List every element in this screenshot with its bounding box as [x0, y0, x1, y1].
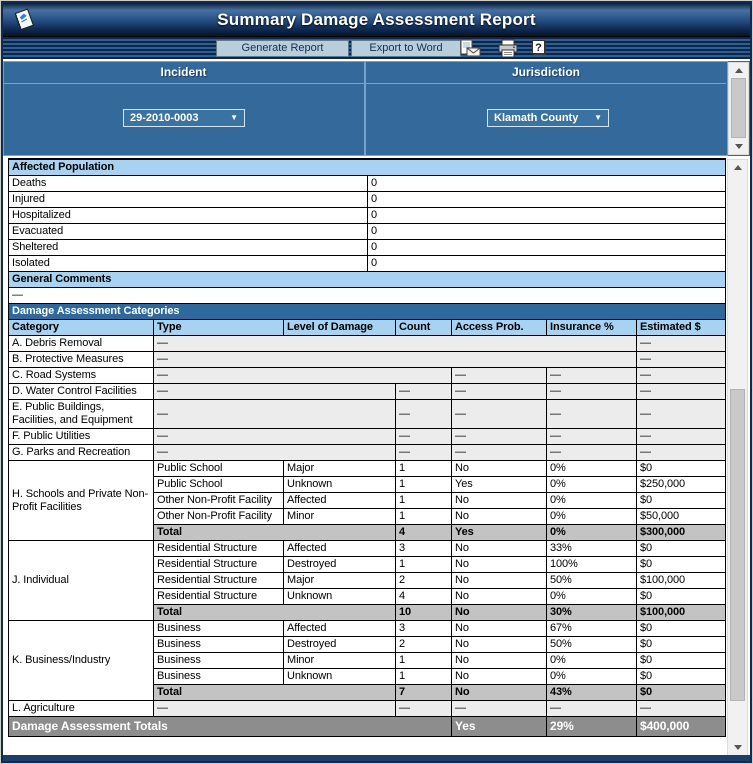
table-cell: 0%: [547, 653, 637, 669]
table-cell: —: [637, 384, 726, 400]
categories-colhead-row: [9, 320, 726, 336]
population-label: Deaths: [9, 176, 368, 192]
table-cell: Public School: [154, 477, 284, 493]
table-cell: —: [154, 429, 396, 445]
table-cell: No: [452, 653, 547, 669]
table-cell: $250,000: [637, 477, 726, 493]
categories-header-row: [9, 304, 726, 320]
table-cell: F. Public Utilities: [9, 429, 154, 445]
help-icon[interactable]: [531, 39, 548, 58]
table-cell: —: [396, 429, 452, 445]
table-cell: —: [154, 445, 396, 461]
table-cell: —: [452, 429, 547, 445]
table-cell: Yes: [452, 717, 547, 737]
column-header: Count: [396, 320, 452, 336]
table-cell: —: [396, 701, 452, 717]
panel-scrollbar-thumb[interactable]: [731, 78, 746, 138]
table-cell: 0%: [547, 669, 637, 685]
column-header: Access Prob.: [452, 320, 547, 336]
table-cell: 7: [396, 685, 452, 701]
table-cell: —: [452, 384, 547, 400]
table-cell: —: [637, 352, 726, 368]
table-cell: —: [452, 368, 547, 384]
table-cell: 67%: [547, 621, 637, 637]
table-cell: —: [637, 336, 726, 352]
table-cell: No: [452, 493, 547, 509]
table-row: [9, 541, 726, 557]
table-cell: Residential Structure: [154, 557, 284, 573]
table-cell: Other Non-Profit Facility: [154, 509, 284, 525]
report-area: [3, 156, 750, 761]
table-row: [9, 400, 726, 429]
table-row: [9, 256, 726, 272]
table-cell: Major: [284, 461, 396, 477]
table-cell: 100%: [547, 557, 637, 573]
table-cell: —: [154, 384, 396, 400]
table-cell: Yes: [452, 525, 547, 541]
table-cell: Business: [154, 637, 284, 653]
table-cell: B. Protective Measures: [9, 352, 154, 368]
general-comments-header: General Comments: [9, 272, 726, 288]
export-to-word-button[interactable]: Export to Word: [351, 40, 461, 57]
table-cell: L. Agriculture: [9, 701, 154, 717]
title-bar: [3, 3, 750, 37]
table-cell: —: [452, 445, 547, 461]
table-cell: 3: [396, 541, 452, 557]
table-cell: No: [452, 589, 547, 605]
categories-table: [8, 303, 726, 737]
section-header-row: [9, 272, 726, 288]
table-cell: $0: [637, 541, 726, 557]
table-cell: —: [452, 701, 547, 717]
table-cell: —: [396, 384, 452, 400]
table-cell: Yes: [452, 477, 547, 493]
table-cell: —: [452, 400, 547, 429]
table-cell: Minor: [284, 509, 396, 525]
table-cell: 0%: [547, 461, 637, 477]
table-cell: 0%: [547, 509, 637, 525]
table-cell: 0%: [547, 525, 637, 541]
table-cell: Destroyed: [284, 637, 396, 653]
table-cell: $0: [637, 461, 726, 477]
table-cell: $0: [637, 557, 726, 573]
column-header: Category: [9, 320, 154, 336]
report-scrollbar[interactable]: [727, 159, 748, 756]
table-cell: H. Schools and Private Non-Profit Facilities: [9, 461, 154, 541]
scroll-up-arrow-icon[interactable]: [728, 161, 747, 174]
table-cell: $0: [637, 637, 726, 653]
table-cell: Business: [154, 621, 284, 637]
table-row: [9, 336, 726, 352]
table-cell: Residential Structure: [154, 541, 284, 557]
table-cell: G. Parks and Recreation: [9, 445, 154, 461]
report-tables: [8, 158, 725, 737]
table-cell: Business: [154, 669, 284, 685]
table-cell: —: [547, 384, 637, 400]
table-cell: 0%: [547, 493, 637, 509]
table-cell: Minor: [284, 653, 396, 669]
table-cell: No: [452, 541, 547, 557]
chevron-down-icon: ▼: [230, 113, 238, 122]
table-cell: 1: [396, 653, 452, 669]
table-cell: 4: [396, 589, 452, 605]
table-cell: No: [452, 557, 547, 573]
table-cell: $50,000: [637, 509, 726, 525]
table-cell: 29%: [547, 717, 637, 737]
email-report-icon[interactable]: [458, 39, 482, 58]
table-cell: $100,000: [637, 605, 726, 621]
table-row: [9, 224, 726, 240]
table-cell: —: [547, 400, 637, 429]
table-cell: —: [637, 701, 726, 717]
svg-text:?: ?: [535, 42, 542, 54]
table-cell: 2: [396, 573, 452, 589]
table-cell: —: [637, 445, 726, 461]
table-cell: $0: [637, 493, 726, 509]
table-cell: 50%: [547, 637, 637, 653]
table-cell: Destroyed: [284, 557, 396, 573]
population-value: 0: [368, 256, 726, 272]
table-row: [9, 429, 726, 445]
table-cell: No: [452, 509, 547, 525]
table-cell: —: [637, 368, 726, 384]
chevron-down-icon: ▼: [594, 113, 602, 122]
population-value: 0: [368, 176, 726, 192]
table-cell: Unknown: [284, 589, 396, 605]
population-label: Isolated: [9, 256, 368, 272]
table-row: [9, 717, 726, 737]
population-label: Injured: [9, 192, 368, 208]
table-cell: J. Individual: [9, 541, 154, 621]
incident-column-header: Incident: [160, 65, 207, 79]
affected-population-header: Affected Population: [9, 159, 726, 176]
table-cell: D. Water Control Facilities: [9, 384, 154, 400]
table-cell: Total: [154, 525, 396, 541]
table-cell: —: [547, 701, 637, 717]
general-comments-value: —: [9, 288, 726, 304]
table-row: [9, 621, 726, 637]
population-value: 0: [368, 208, 726, 224]
column-header: Insurance %: [547, 320, 637, 336]
table-cell: No: [452, 621, 547, 637]
jurisdiction-selected-value: Klamath County: [494, 112, 579, 124]
table-cell: 1: [396, 669, 452, 685]
table-cell: $0: [637, 685, 726, 701]
filter-panel: [3, 61, 750, 156]
jurisdiction-select[interactable]: [487, 109, 609, 127]
table-cell: —: [547, 429, 637, 445]
panel-scrollbar[interactable]: [728, 62, 749, 155]
table-cell: 50%: [547, 573, 637, 589]
scroll-up-arrow-icon[interactable]: [729, 64, 748, 77]
generate-report-button[interactable]: Generate Report: [216, 40, 349, 57]
table-cell: Affected: [284, 493, 396, 509]
table-cell: 30%: [547, 605, 637, 621]
table-cell: No: [452, 669, 547, 685]
table-row: [9, 368, 726, 384]
table-cell: 1: [396, 493, 452, 509]
table-row: [9, 445, 726, 461]
table-cell: 1: [396, 477, 452, 493]
table-row: [9, 192, 726, 208]
print-icon[interactable]: [496, 39, 520, 58]
jurisdiction-column-header: Jurisdiction: [511, 65, 580, 79]
toolbar: [3, 37, 750, 59]
table-cell: E. Public Buildings, Facilities, and Equipment: [9, 400, 154, 429]
table-cell: Major: [284, 573, 396, 589]
scroll-down-arrow-icon[interactable]: [729, 140, 748, 153]
report-scrollbar-thumb[interactable]: [730, 389, 745, 701]
table-cell: 4: [396, 525, 452, 541]
incident-selected-value: 29-2010-0003: [130, 112, 199, 124]
population-label: Evacuated: [9, 224, 368, 240]
table-cell: $0: [637, 589, 726, 605]
table-cell: 2: [396, 637, 452, 653]
population-value: 0: [368, 224, 726, 240]
table-cell: Business: [154, 653, 284, 669]
population-value: 0: [368, 192, 726, 208]
table-cell: Affected: [284, 541, 396, 557]
column-header: Estimated $: [637, 320, 726, 336]
table-row: [9, 240, 726, 256]
general-comments-row: [9, 288, 726, 304]
table-cell: No: [452, 573, 547, 589]
population-label: Sheltered: [9, 240, 368, 256]
table-cell: $0: [637, 669, 726, 685]
table-cell: Affected: [284, 621, 396, 637]
table-cell: 33%: [547, 541, 637, 557]
table-cell: Unknown: [284, 669, 396, 685]
table-cell: 3: [396, 621, 452, 637]
table-cell: A. Debris Removal: [9, 336, 154, 352]
column-header: Type: [154, 320, 284, 336]
bottom-bar: [3, 755, 750, 761]
table-cell: $400,000: [637, 717, 726, 737]
table-cell: 0%: [547, 589, 637, 605]
population-label: Hospitalized: [9, 208, 368, 224]
page-title: Summary Damage Assessment Report: [217, 10, 536, 29]
table-row: [9, 701, 726, 717]
table-cell: 1: [396, 557, 452, 573]
section-header-row: [9, 159, 726, 176]
table-cell: Public School: [154, 461, 284, 477]
table-cell: 10: [396, 605, 452, 621]
table-cell: —: [637, 400, 726, 429]
table-cell: 0%: [547, 477, 637, 493]
table-cell: —: [154, 352, 637, 368]
table-cell: —: [396, 400, 452, 429]
table-row: [9, 461, 726, 477]
table-row: [9, 176, 726, 192]
table-cell: —: [547, 445, 637, 461]
table-cell: —: [154, 336, 637, 352]
table-cell: No: [452, 605, 547, 621]
table-cell: Residential Structure: [154, 589, 284, 605]
population-value: 0: [368, 240, 726, 256]
panel-column-divider: [364, 61, 366, 156]
scroll-down-arrow-icon[interactable]: [728, 741, 747, 754]
table-cell: 1: [396, 461, 452, 477]
table-row: [9, 352, 726, 368]
table-cell: —: [637, 429, 726, 445]
table-cell: 43%: [547, 685, 637, 701]
table-cell: No: [452, 461, 547, 477]
table-cell: 1: [396, 509, 452, 525]
table-cell: —: [154, 400, 396, 429]
table-cell: Other Non-Profit Facility: [154, 493, 284, 509]
table-cell: $300,000: [637, 525, 726, 541]
table-cell: Unknown: [284, 477, 396, 493]
table-cell: $0: [637, 621, 726, 637]
table-cell: Total: [154, 685, 396, 701]
table-cell: Damage Assessment Totals: [9, 717, 452, 737]
table-cell: $0: [637, 653, 726, 669]
table-cell: No: [452, 637, 547, 653]
affected-population-table: [8, 158, 726, 304]
table-cell: K. Business/Industry: [9, 621, 154, 701]
table-cell: $100,000: [637, 573, 726, 589]
table-cell: —: [547, 368, 637, 384]
table-cell: —: [154, 368, 452, 384]
report-window: [1, 1, 752, 763]
table-cell: —: [154, 701, 396, 717]
categories-header: Damage Assessment Categories: [9, 304, 726, 320]
incident-select[interactable]: [123, 109, 245, 127]
table-cell: Total: [154, 605, 396, 621]
table-cell: C. Road Systems: [9, 368, 154, 384]
table-row: [9, 208, 726, 224]
table-cell: No: [452, 685, 547, 701]
table-cell: —: [396, 445, 452, 461]
table-cell: Residential Structure: [154, 573, 284, 589]
column-header: Level of Damage: [284, 320, 396, 336]
table-row: [9, 384, 726, 400]
